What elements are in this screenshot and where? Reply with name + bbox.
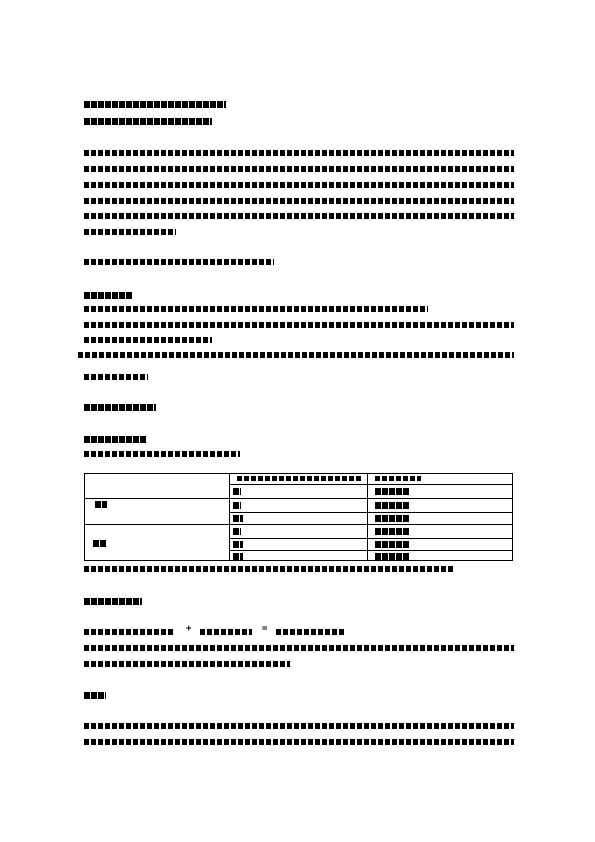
text-line: [84, 259, 274, 265]
formula-heading: [84, 598, 142, 605]
section-a-line: [84, 322, 514, 328]
formula-line: [84, 661, 290, 667]
paragraph-line: [84, 166, 514, 172]
formula-line: [84, 645, 514, 651]
data-table: [84, 473, 513, 561]
equals-symbol: =: [262, 624, 268, 634]
table-header-cell: [375, 476, 421, 481]
table-row-label: [93, 540, 107, 547]
section-c-heading: [84, 692, 106, 699]
formula-text: [84, 629, 174, 635]
table-cell: [375, 488, 409, 495]
paragraph-line: [84, 213, 514, 219]
section-c-line: [84, 739, 514, 745]
paragraph-line: [84, 182, 514, 188]
table-cell: [233, 488, 241, 495]
table-cell: [233, 541, 243, 548]
table-caption: [84, 566, 454, 572]
table-header-cell: [237, 476, 361, 481]
section-b-heading: [84, 404, 156, 411]
heading-2: [84, 118, 212, 125]
table-cell: [375, 515, 409, 522]
formula-text: [200, 629, 252, 635]
table-cell: [233, 553, 243, 560]
table-title: [84, 436, 146, 443]
section-a-heading: [84, 292, 132, 299]
table-cell: [233, 502, 241, 509]
formula-text: [276, 629, 346, 635]
section-c-line: [84, 723, 514, 729]
heading-1: [84, 101, 226, 108]
table-cell: [375, 528, 409, 535]
table-cell: [375, 541, 409, 548]
section-a-line: [78, 352, 514, 358]
table-cell: [375, 553, 409, 560]
section-a-line: [84, 374, 148, 380]
table-cell: [233, 515, 243, 522]
table-row-label: [95, 501, 107, 508]
paragraph-line: [84, 150, 514, 156]
table-cell: [233, 528, 241, 535]
plus-symbol: +: [186, 624, 192, 634]
section-a-line: [84, 306, 428, 312]
section-a-line: [84, 337, 212, 343]
paragraph-line: [84, 229, 176, 235]
table-cell: [375, 502, 409, 509]
paragraph-line: [84, 198, 514, 204]
table-subtitle: [84, 451, 240, 457]
